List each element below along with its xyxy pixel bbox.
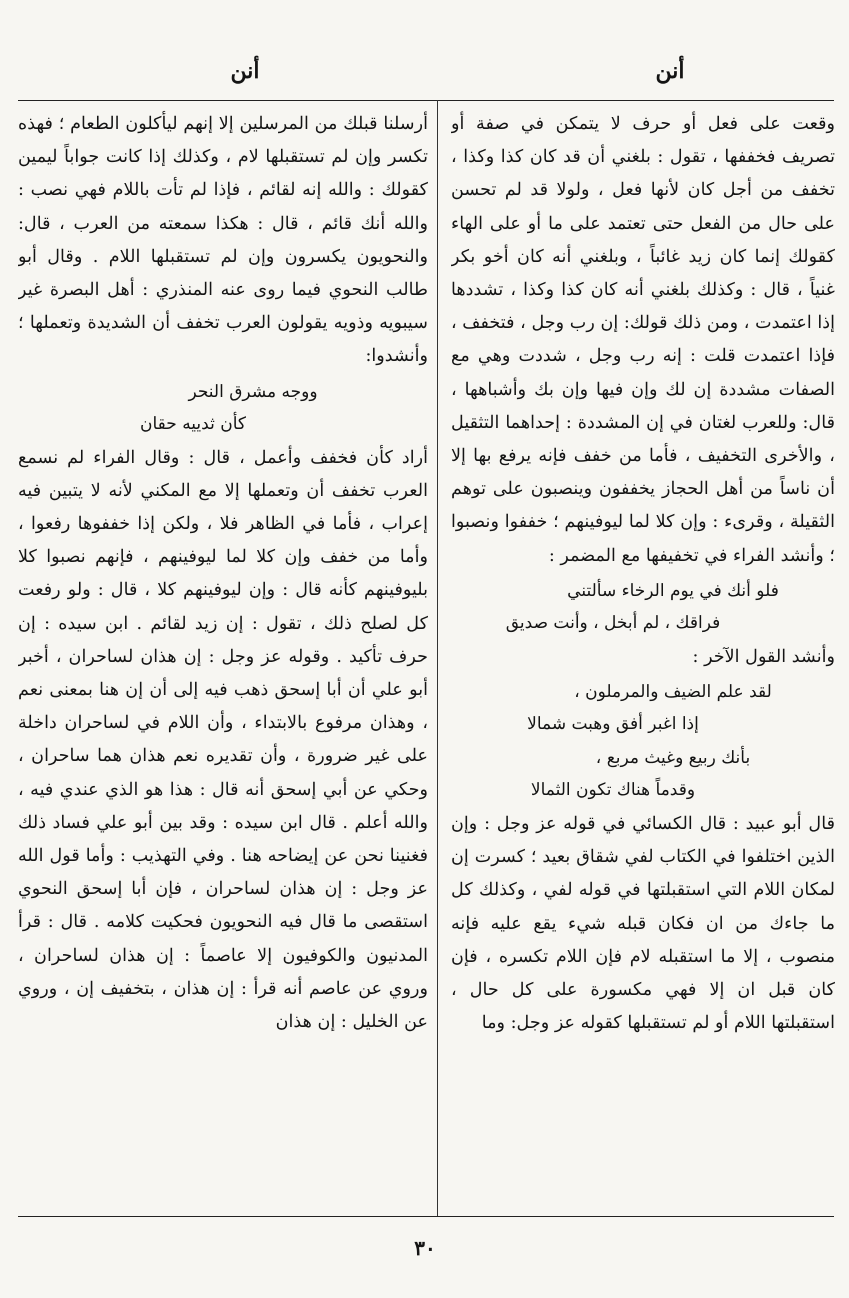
paragraph: وقعت على فعل أو حرف لا يتمكن في صفة أو تصريف فخففها ، تقول : بلغني أن قد كان كذا وكذا ، تخفف من أجل كان لأنها فعل ، ولولا قد لم تحسن على حال من الفعل حتى تعتمد على ما أو على الهاء كقولك إنما كان زيد غائباً ، وبلغني أنه كان أخو بكر غنياً ، قال : وكذلك بلغني أنه كان كذا وكذا ، تشددها إذا اعتمدت ، ومن ذلك قولك: إن رب وجل ، فتخفف ، فإذا اعتمدت قلت : إنه رب وجل ، شددت وهي مع الصفات مشددة إن لك وإن فيها وإن بك وأشباهها ، قال: وللعرب لغتان في إن المشددة : إحداهما التثقيل ، والأخرى التخفيف ، فأما من خفف فإنه يرفع بها إلا أن ناساً من أهل الحجاز يخففون وينصبون على توهم الثقيلة ، وقرىء : وإن كلا لما ليوفينهم ؛ خففوا ونصبوا ؛ وأنشد الفراء في تخفيفها مع المضمر : [451,114,835,566]
headword-left: أنن [230,58,260,84]
top-rule [18,100,834,101]
column-divider [437,100,438,1216]
page-header [0,58,849,98]
verse-line: ووجه مشرق النحر [188,381,318,402]
verse-line: بأنك ربيع وغيث مربع ، [595,748,751,769]
left-column [18,108,428,1212]
paragraph: أرسلنا قبلك من المرسلين إلا إنهم ليأكلون الطعام ؛ فهذه تكسر وإن لم تستقبلها لام ، وكذلك إذا كانت جواباً ليمين كقولك : والله إنه لقائم ، فإذا لم تأت باللام فهي نصب : والله أنك قائم ، قال : هكذا سمعته من العرب ، قال: والنحويون يكسرون وإن لم تستقبلها اللام . وقال أبو طالب النحوي فيما روى عنه المنذري : أهل البصرة غير سيبويه وذويه يقولون العرب تخفف أن الشديدة وتعملها ؛ وأنشدوا: [18,114,428,367]
verse-line: إذا اغبر أفق وهبت شمالا [527,714,699,735]
right-column [451,108,835,1212]
paragraph: وأنشد القول الآخر : [692,646,835,667]
poem-verse [451,575,835,639]
bottom-rule [18,1216,834,1217]
verse-line: لقد علم الضيف والمرملون ، [574,682,772,703]
verse-line: فراقك ، لم أبخل ، وأنت صديق [505,612,721,633]
poem-verse [451,742,835,806]
poem-verse [451,676,835,740]
paragraph: قال أبو عبيد : قال الكسائي في قوله عز وجل : وإن الذين اختلفوا في الكتاب لفي شقاق بعيد ؛ كسرت إن لمكان اللام التي استقبلتها في قوله لفي ، وكذلك كل ما جاءك من ان فكان قبله شيء يقع عليه فإنه منصوب ، إلا ما استقبله لام فإن اللام تكسره ، فإن كان قبل ان إلا فهي مكسورة على كل حال ، استقبلتها اللام أو لم تستقبلها كقوله عز وجل: وما [451,814,835,1034]
headword-right: أنن [655,58,685,84]
poem-verse [18,376,428,440]
paragraph: أراد كأن فخفف وأعمل ، قال : وقال الفراء لم نسمع العرب تخفف أن وتعملها إلا مع المكني لأنه لا يتبين فيه إعراب ، فأما في الظاهر فلا ، ولكن إذا خففوها رفعوا ، وأما من خفف وإن كلا لما ليوفينهم ، فإنهم نصبوا كلا بليوفينهم كأنه قال : وإن ليوفينهم كلا ، قال : ولو رفعت كل لصلح ذلك ، تقول : إن زيد لقائم . ابن سيده : إن حرف تأكيد . وقوله عز وجل : إن هذان لساحران ، أخبر أبو علي أن أبا إسحق ذهب فيه إلى أن إن هنا بمعنى نعم ، وهذان مرفوع بالابتداء ، وأن اللام في لساحران داخلة على غير ضرورة ، وأن تقديره نعم هذان هما ساحران ، وحكي عن أبي إسحق أنه قال : هذا هو الذي عندي فيه ، والله أعلم . قال ابن سيده : وقد بين أبو علي فساد ذلك فغنينا نحن عن إيضاحه هنا . وفي التهذيب : وأما قول الله عز وجل : إن هذان لساحران ، فإن أبا إسحق النحوي استقصى ما قال فيه النحويون فحكيت كلامه . قال : قرأ المدنيون والكوفيون إلا عاصماً : إن هذان لساحران ، وروي عن عاصم أنه قرأ : إن هذان ، بتخفيف إن ، وروي عن الخليل : إن هذان [18,447,428,1033]
verse-line: وقدماً هناك تكون الثمالا [530,780,696,801]
verse-line: فلو أنك في يوم الرخاء سألتني [567,580,779,601]
page-number: ٣٠ [414,1236,436,1260]
verse-line: كأن ثدييه حقان [140,413,246,434]
